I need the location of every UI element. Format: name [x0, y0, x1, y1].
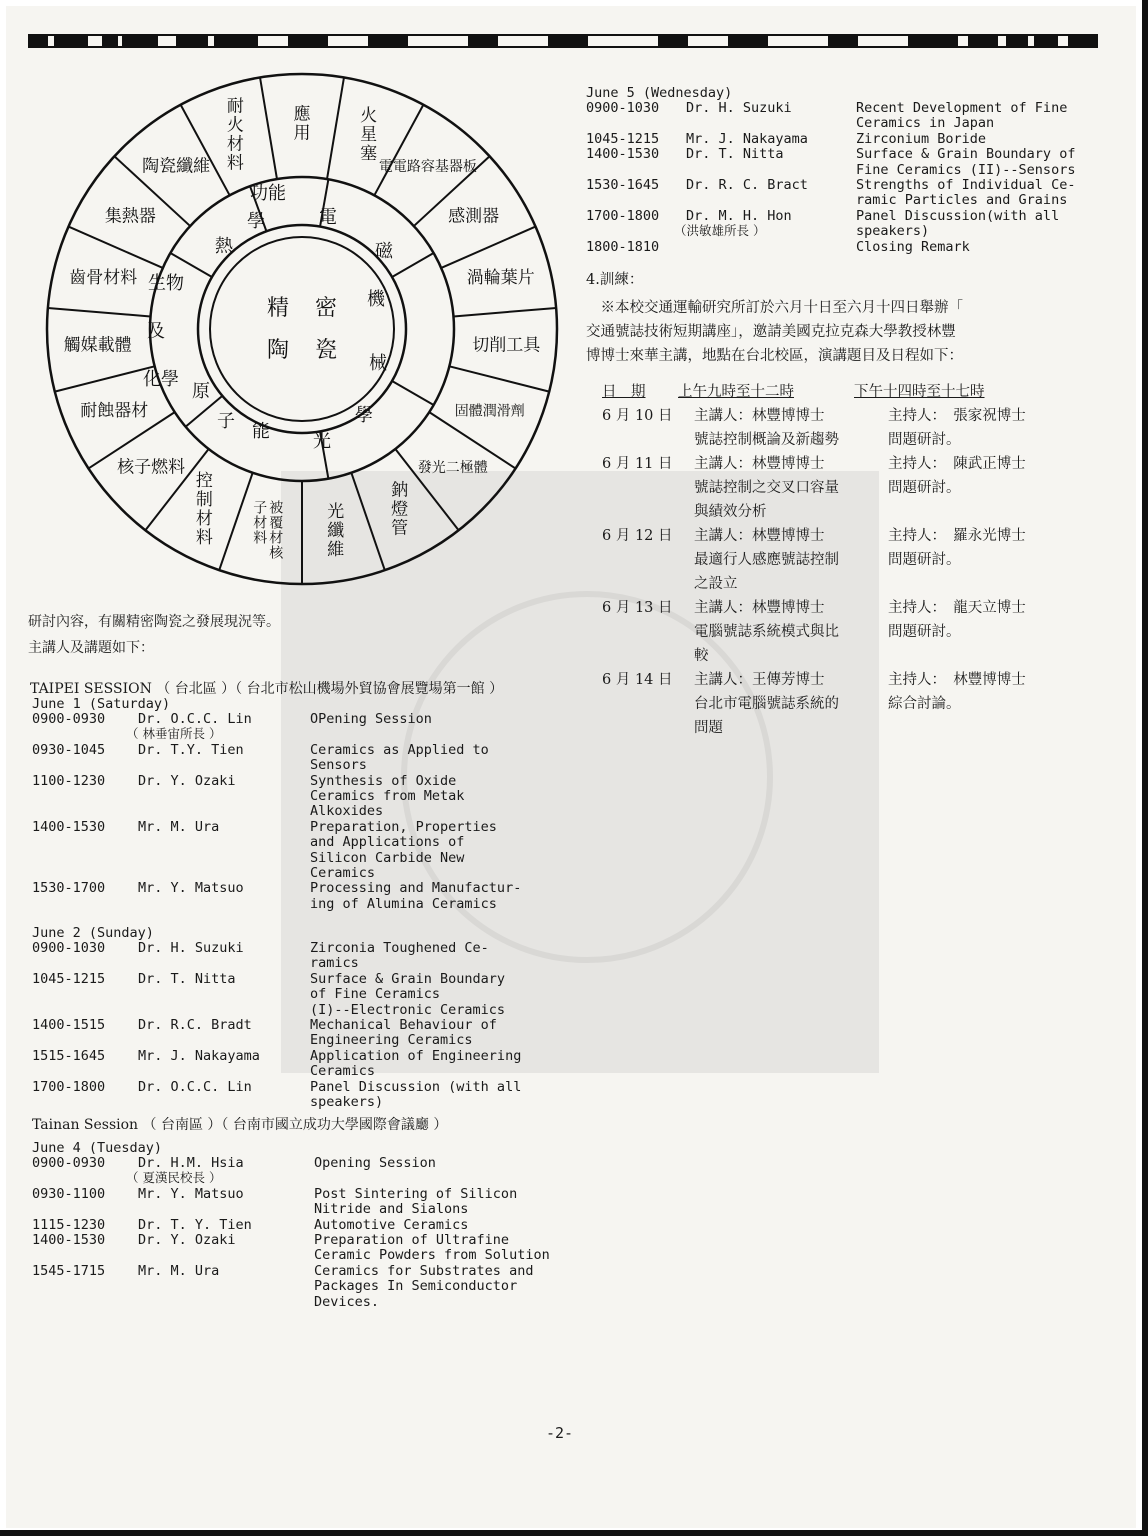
wheel-inner-label: 光: [313, 431, 331, 452]
session-speaker: Dr. Y. Ozaki: [138, 1232, 236, 1248]
session-speaker: Mr. Y. Matsuo: [138, 880, 244, 897]
wheel-outer-label: 渦輪葉片: [466, 268, 535, 289]
session-time: 1400-1515: [32, 1017, 106, 1033]
session-speaker: Mr. Y. Matsuo: [138, 1185, 244, 1202]
wheel-center-char: 瓷: [314, 338, 338, 363]
lecture-topic: 號誌控制概論及新趨勢: [694, 432, 839, 448]
session-time: 1400-1530: [32, 818, 106, 835]
session-title: Ceramics for Substrates and Packages In Semiconductor Devices.: [314, 1262, 534, 1310]
lecture-topic: 最適行人感應號誌控制: [694, 552, 839, 568]
wheel-outer-label: 切削工具: [472, 335, 541, 356]
session-speaker: Dr. H. Suzuki: [686, 100, 792, 116]
training-schedule: [602, 404, 1102, 744]
afternoon-activity: 問題研討。: [888, 552, 961, 568]
speaker-chinese-title: （ 林垂宙所長 ）: [126, 726, 222, 741]
wheel-outer-label: 耐火材料: [226, 96, 244, 174]
lecture-date: 6 月 10 日: [602, 408, 673, 424]
lecture-speaker: 主講人：林豐博博士: [694, 456, 825, 472]
session-title: Synthesis of Oxide Ceramics from Metak Alkoxides: [310, 772, 465, 820]
wheel-outer-label: 集熱器: [104, 206, 156, 227]
session-title: Recent Development of Fine Ceramics in Japan: [856, 100, 1068, 132]
wheel-outer-label: 耐蝕器材: [80, 400, 149, 421]
lecture-date: 6 月 12 日: [602, 528, 673, 544]
lecture-topic: 之設立: [694, 576, 738, 592]
lecture-host: 主持人： 陳武正博士: [888, 456, 1026, 472]
wheel-inner-label: 功能: [250, 183, 286, 204]
session-time: 1545-1715: [32, 1262, 106, 1279]
wheel-center-char: 精: [266, 296, 290, 321]
wheel-center-char: 密: [314, 296, 338, 321]
col-pm-header: 下午十四時至十七時: [854, 384, 985, 400]
wheel-outer-label: 發光二極體: [417, 459, 488, 476]
session-title: Preparation, Properties and Applications of Silicon Carbide New Ceramics: [310, 818, 497, 882]
fine-ceramics-wheel-diagram: [32, 72, 572, 588]
tainan-day-label: June 4 (Tuesday): [32, 1140, 163, 1156]
wheel-inner-label: 子: [217, 411, 235, 432]
session-speaker: Dr. M. H. Hon: [686, 207, 792, 224]
lecture-host: 主持人： 張家祝博士: [888, 408, 1026, 424]
session-speaker: Dr. Y. Ozaki: [138, 772, 236, 789]
session-speaker: Dr. T. Nitta: [138, 970, 236, 987]
col-date-header: 日 期: [602, 384, 646, 400]
intro-line-1: 研討內容，有關精密陶瓷之發展現況等。: [28, 614, 280, 630]
lecture-date: 6 月 11 日: [602, 456, 673, 472]
session-speaker: Dr. H.M. Hsia: [138, 1155, 244, 1171]
session-title: Application of Engineering Ceramics: [310, 1047, 522, 1080]
intro-line-2: 主講人及講題如下：: [28, 640, 154, 656]
lecture-speaker: 主講人：王傳芳博士: [694, 672, 825, 688]
wheel-outer-label: 光纖維: [327, 501, 345, 560]
lecture-host: 主持人： 龍天立博士: [888, 600, 1026, 616]
training-heading: 4.訓練：: [586, 272, 644, 288]
wheel-outer-label: 火星塞: [360, 105, 378, 164]
wheel-inner-label: 學: [247, 211, 265, 232]
session-time: 1800-1810: [586, 238, 660, 255]
session-speaker: Mr. J. Nakayama: [138, 1047, 260, 1064]
document-page: [6, 6, 1136, 1528]
taipei-session-header: TAIPEI SESSION （ 台北區 ）（ 台北市松山機場外貿協會展覽場第一館 ）: [30, 681, 504, 697]
afternoon-activity: 問題研討。: [888, 480, 961, 496]
wheel-outer-label: 電電路容基器板: [378, 159, 477, 176]
session-title: Surface & Grain Boundary of Fine Ceramics (II)--Sensors: [856, 146, 1076, 178]
wheel-inner-label: 生物: [148, 273, 184, 294]
wheel-outer-label: 核子燃料: [117, 457, 186, 478]
session-title: Preparation of Ultrafine Ceramic Powders from Solution: [314, 1232, 550, 1264]
session-speaker: Mr. M. Ura: [138, 818, 220, 835]
lecture-topic: 台北市電腦號誌系統的: [694, 696, 839, 712]
session-time: 1530-1700: [32, 880, 106, 897]
training-para-1: ※本校交通運輸研究所訂於六月十日至六月十四日舉辦「: [586, 300, 963, 316]
session-time: 0900-1030: [586, 100, 660, 116]
wheel-inner-label: 電: [319, 207, 337, 228]
session-title: Zirconium Boride: [856, 130, 987, 147]
session-title: Zirconia Toughened Ce- ramics: [310, 940, 489, 972]
june5-day-label: June 5 (Wednesday): [586, 85, 733, 101]
lecture-date: 6 月 13 日: [602, 600, 673, 616]
session-title: Processing and Manufactur- ing of Alumina Ceramics: [310, 880, 522, 912]
lecture-topic: 較: [694, 648, 709, 664]
wheel-inner-label: 原: [192, 381, 210, 402]
session-title: Panel Discussion(with all speakers): [856, 207, 1060, 240]
lecture-host: 主持人： 林豐博博士: [888, 672, 1026, 688]
wheel-center-char: 陶: [266, 338, 290, 363]
lecture-speaker: 主講人：林豐博博士: [694, 600, 825, 616]
taipei-day1-schedule: [32, 712, 572, 912]
training-para-2: 交通號誌技術短期講座」，邀請美國克拉克森大學教授林豐: [586, 324, 956, 340]
tainan-session-header: Tainan Session （ 台南區 ）（ 台南市國立成功大學國際會議廳 ）: [32, 1117, 448, 1133]
session-title: Surface & Grain Boundary of Fine Ceramics (I)--Electronic Ceramics: [310, 970, 506, 1018]
session-time: 0930-1100: [32, 1185, 106, 1202]
session-speaker: Dr. R. C. Bract: [686, 177, 808, 193]
session-title: Opening Session: [314, 1155, 436, 1171]
scan-border-right: [1142, 0, 1148, 1536]
scan-border-bottom: [0, 1530, 1148, 1536]
wheel-inner-label: 能: [252, 421, 270, 442]
wheel-outer-label: 齒骨材料: [69, 268, 138, 289]
session-title: Ceramics as Applied to Sensors: [310, 741, 489, 774]
session-time: 1700-1800: [32, 1078, 106, 1095]
session-time: 1045-1215: [586, 130, 660, 147]
session-time: 1100-1230: [32, 772, 106, 789]
session-title: Strengths of Individual Ce- ramic Particles and Grains: [856, 177, 1076, 209]
session-time: 1515-1645: [32, 1047, 106, 1064]
session-time: 1115-1230: [32, 1216, 106, 1233]
afternoon-activity: 問題研討。: [888, 624, 961, 640]
lecture-speaker: 主講人：林豐博博士: [694, 528, 825, 544]
wheel-inner-label: 及: [147, 321, 165, 342]
afternoon-activity: 綜合討論。: [888, 696, 961, 712]
session-time: 0930-1045: [32, 741, 106, 758]
afternoon-activity: 問題研討。: [888, 432, 961, 448]
session-speaker: Dr. O.C.C. Lin: [138, 711, 252, 727]
session-speaker: Dr. R.C. Bradt: [138, 1017, 252, 1033]
wheel-outer-label: 被覆材核子材料: [253, 500, 284, 562]
session-title: Panel Discussion (with all speakers): [310, 1078, 522, 1110]
wheel-outer-label: 陶瓷纖維: [142, 156, 211, 177]
speaker-chinese-title: （洪敏雄所長 ）: [674, 222, 766, 238]
session-speaker: Mr. M. Ura: [138, 1262, 220, 1279]
lecture-topic: 號誌控制之交叉口容量: [694, 480, 839, 496]
session-time: 1400-1530: [586, 146, 660, 163]
session-speaker: Dr. H. Suzuki: [138, 940, 244, 956]
session-time: 0900-1030: [32, 940, 106, 956]
wheel-outer-label: 固體潤滑劑: [454, 403, 525, 420]
tainan-schedule: [32, 1156, 592, 1316]
wheel-outer-label: 控制材料: [195, 470, 213, 548]
wheel-outer-label: 感測器: [448, 206, 500, 227]
session-title: Mechanical Behaviour of Engineering Ceramics: [310, 1017, 497, 1049]
wheel-outer-label: 應用: [293, 104, 311, 143]
lecture-date: 6 月 14 日: [602, 672, 673, 688]
wheel-inner-label: 磁: [375, 241, 393, 262]
lecture-topic: 問題: [694, 720, 723, 736]
session-time: 1045-1215: [32, 970, 106, 987]
session-speaker: Dr. T. Nitta: [686, 146, 784, 163]
page-number: -2-: [546, 1424, 574, 1442]
session-speaker: Mr. J. Nakayama: [686, 130, 808, 147]
training-para-3: 博博士來華主講，地點在台北校區，演講題目及日程如下：: [586, 348, 963, 364]
wheel-inner-label: 學: [355, 405, 373, 426]
lecture-host: 主持人： 羅永光博士: [888, 528, 1026, 544]
wheel-inner-label: 化學: [143, 369, 179, 390]
lecture-topic: 電腦號誌系統模式與比: [694, 624, 839, 640]
session-time: 1530-1645: [586, 177, 660, 193]
session-speaker: Dr. O.C.C. Lin: [138, 1078, 252, 1095]
june5-schedule: [586, 101, 1126, 261]
lecture-speaker: 主講人：林豐博博士: [694, 408, 825, 424]
session-time: 1400-1530: [32, 1232, 106, 1248]
lecture-topic: 與績效分析: [694, 504, 767, 520]
session-title: OPening Session: [310, 711, 432, 727]
wheel-inner-label: 熱: [215, 236, 233, 257]
session-time: 0900-0930: [32, 1155, 106, 1171]
decorative-header-band: [28, 26, 1098, 56]
col-am-header: 上午九時至十二時: [678, 384, 794, 400]
wheel-outer-label: 鈉燈管: [391, 479, 409, 538]
session-time: 0900-0930: [32, 711, 106, 727]
session-title: Closing Remark: [856, 238, 970, 255]
wheel-outer-label: 觸媒載體: [63, 335, 132, 356]
session-title: Automotive Ceramics: [314, 1216, 469, 1233]
session-time: 1700-1800: [586, 207, 660, 224]
speaker-chinese-title: （ 夏漢民校長 ）: [126, 1170, 222, 1185]
session-speaker: Dr. T. Y. Tien: [138, 1216, 252, 1233]
taipei-day1-label: June 1 (Saturday): [32, 696, 171, 712]
session-title: Post Sintering of Silicon Nitride and Sialons: [314, 1185, 518, 1218]
session-speaker: Dr. T.Y. Tien: [138, 741, 244, 758]
wheel-inner-label: 械: [369, 353, 387, 374]
taipei-day2-schedule: [32, 941, 572, 1121]
wheel-inner-label: 機: [367, 289, 385, 310]
taipei-day2-label: June 2 (Sunday): [32, 925, 154, 941]
